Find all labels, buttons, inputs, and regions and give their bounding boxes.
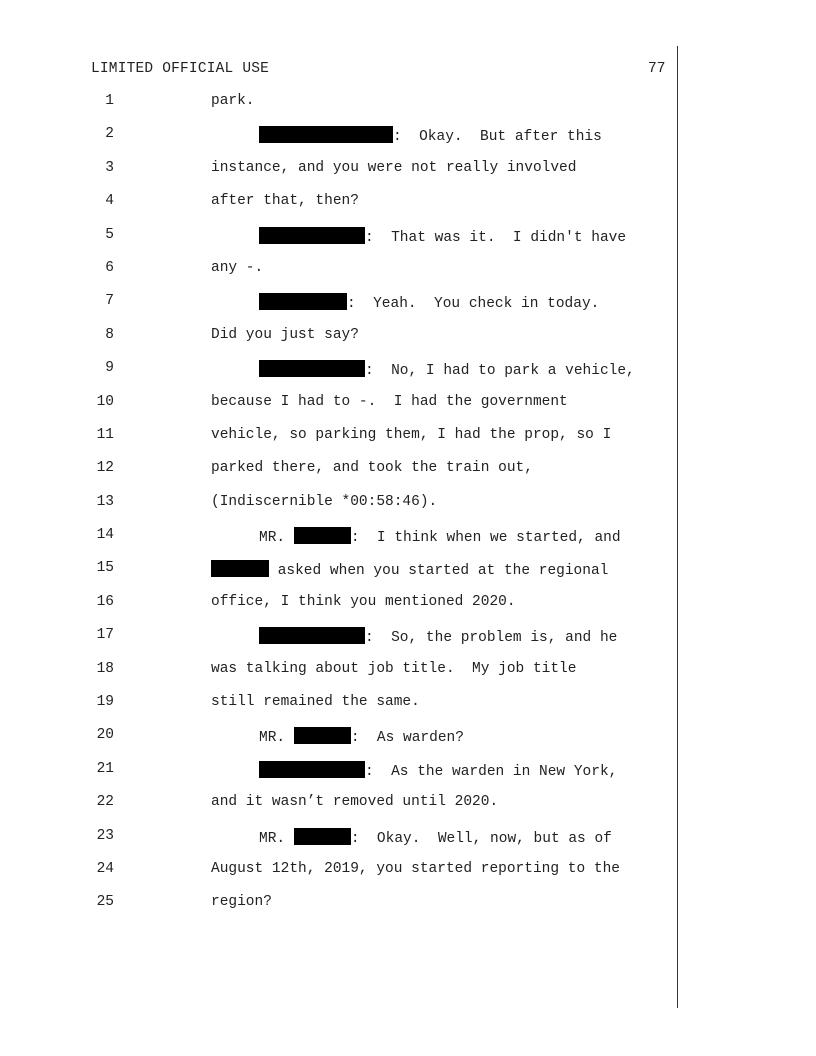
line-number: 17	[96, 627, 114, 644]
speaker-line	[259, 627, 617, 646]
line-text: instance, and you were not really involved	[211, 159, 577, 176]
transcript-line	[0, 93, 816, 126]
transcript-line	[0, 494, 816, 527]
line-text: : Okay. But after this	[393, 129, 602, 146]
transcript-line	[0, 560, 816, 593]
redaction-block	[259, 126, 393, 143]
transcript-line	[0, 594, 816, 627]
transcript-line	[0, 794, 816, 827]
redaction-block	[294, 828, 351, 845]
line-text: : I think when we started, and	[350, 530, 621, 547]
redaction-block	[294, 727, 351, 744]
speaker-line	[259, 126, 602, 145]
redaction-block	[259, 761, 365, 778]
line-number: 9	[105, 360, 114, 377]
line-number: 7	[105, 293, 114, 310]
line-number: 10	[96, 393, 114, 410]
speaker-prefix: MR.	[259, 530, 294, 547]
transcript-line	[0, 460, 816, 493]
redaction-block	[259, 627, 365, 644]
speaker-line	[259, 227, 626, 246]
line-number: 23	[96, 827, 114, 844]
line-text: region?	[211, 894, 272, 911]
line-number: 13	[96, 493, 114, 510]
redaction-block	[259, 227, 365, 244]
line-number: 24	[96, 860, 114, 877]
transcript-line	[0, 828, 816, 861]
line-text: : As warden?	[350, 730, 464, 747]
transcript-line	[0, 260, 816, 293]
line-number: 6	[105, 259, 114, 276]
transcript-line	[0, 894, 816, 927]
speaker-line	[259, 727, 464, 746]
line-number: 18	[96, 660, 114, 677]
line-text: after that, then?	[211, 193, 359, 210]
line-number: 8	[105, 326, 114, 343]
transcript-line	[0, 861, 816, 894]
speaker-line	[259, 360, 635, 379]
page-number: 77	[648, 61, 666, 77]
line-text: any -.	[211, 259, 264, 276]
line-number: 16	[96, 593, 114, 610]
transcript-line	[0, 661, 816, 694]
transcript-line	[0, 360, 816, 393]
line-number: 14	[96, 527, 114, 544]
line-text: : As the warden in New York,	[365, 763, 618, 780]
line-number: 12	[96, 460, 114, 477]
line-number: 19	[96, 694, 114, 711]
transcript-line	[0, 293, 816, 326]
line-text: (Indiscernible *00:58:46).	[211, 493, 438, 510]
line-text: : So, the problem is, and he	[365, 630, 618, 647]
line-text: August 12th, 2019, you started reporting to the	[211, 860, 620, 877]
transcript-line	[0, 694, 816, 727]
line-text: vehicle, so parking them, I had the prop, so I	[211, 426, 612, 443]
line-number: 20	[96, 727, 114, 744]
redaction-block	[211, 560, 269, 577]
line-text: and it wasn’t removed until 2020.	[211, 794, 499, 811]
line-text: : Yeah. You check in today.	[347, 296, 600, 313]
transcript-line	[0, 527, 816, 560]
transcript-line	[0, 727, 816, 760]
line-text: still remained the same.	[211, 694, 420, 711]
line-text: office, I think you mentioned 2020.	[211, 593, 516, 610]
line-number: 15	[96, 560, 114, 577]
speaker-prefix: MR.	[259, 730, 294, 747]
line-text: was talking about job title. My job title	[211, 660, 577, 677]
line-text: : No, I had to park a vehicle,	[365, 363, 635, 380]
speaker-line	[259, 293, 599, 312]
line-text: because I had to -. I had the government	[211, 393, 568, 410]
transcript-line	[0, 427, 816, 460]
redaction-block	[259, 293, 347, 310]
transcript-line	[0, 394, 816, 427]
transcript-line	[0, 761, 816, 794]
line-text: : That was it. I didn't have	[365, 229, 627, 246]
line-number: 22	[96, 794, 114, 811]
transcript-line	[0, 327, 816, 360]
line-number: 25	[96, 894, 114, 911]
speaker-prefix: MR.	[259, 830, 294, 847]
transcript-line	[0, 627, 816, 660]
line-text: parked there, and took the train out,	[211, 460, 533, 477]
line-number: 5	[105, 226, 114, 243]
redaction-block	[259, 360, 365, 377]
line-number: 21	[96, 760, 114, 777]
classification-header: LIMITED OFFICIAL USE	[91, 61, 270, 77]
speaker-line	[211, 560, 608, 579]
line-number: 2	[105, 126, 114, 143]
speaker-line	[259, 761, 617, 780]
line-number: 3	[105, 159, 114, 176]
line-text: park.	[211, 93, 255, 109]
line-text: : Okay. Well, now, but as of	[350, 830, 612, 847]
transcript-line	[0, 193, 816, 226]
line-number: 1	[105, 93, 114, 109]
line-number: 11	[96, 426, 114, 443]
redaction-block	[294, 527, 351, 544]
transcript-line	[0, 160, 816, 193]
speaker-line	[259, 527, 621, 546]
line-text: asked when you started at the regional	[269, 563, 609, 580]
line-text: Did you just say?	[211, 326, 359, 343]
line-number: 4	[105, 193, 114, 210]
transcript-line	[0, 126, 816, 159]
speaker-line	[259, 828, 612, 847]
transcript-line	[0, 227, 816, 260]
transcript-body	[0, 93, 816, 928]
